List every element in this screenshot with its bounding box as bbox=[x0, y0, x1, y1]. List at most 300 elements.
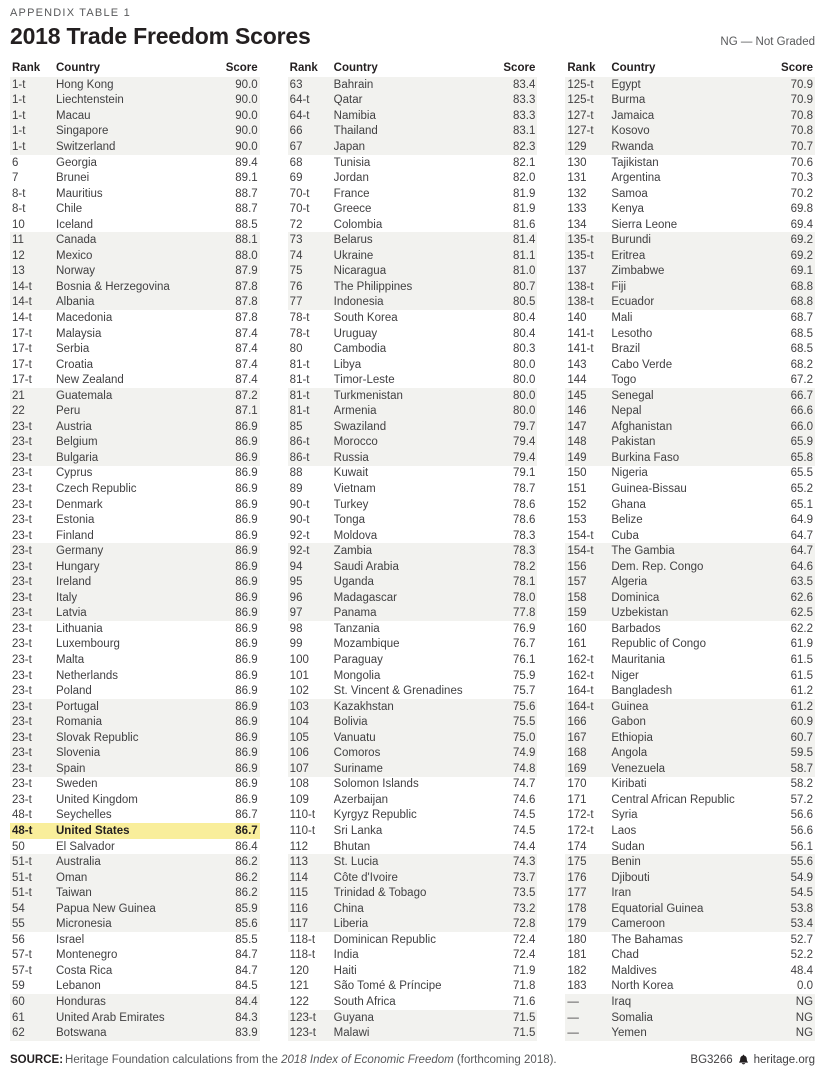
score-cell: 62.2 bbox=[790, 622, 814, 635]
score-cell: 83.1 bbox=[512, 125, 536, 138]
country-cell: Swaziland bbox=[333, 420, 387, 433]
table-row bbox=[10, 979, 260, 995]
score-cell: 86.7 bbox=[235, 809, 258, 822]
table-row bbox=[10, 870, 260, 886]
rank-cell: 75 bbox=[289, 265, 303, 278]
country-cell: Barbados bbox=[611, 622, 661, 635]
rank-cell: 100 bbox=[289, 654, 309, 666]
score-cell: 87.4 bbox=[235, 327, 258, 340]
score-cell: 54.5 bbox=[790, 887, 814, 900]
score-cell: 56.6 bbox=[790, 809, 814, 822]
country-cell: Somalia bbox=[611, 1011, 653, 1024]
rank-cell: 72 bbox=[289, 218, 303, 231]
score-cell: 69.1 bbox=[790, 265, 814, 278]
score-cell: 86.9 bbox=[235, 467, 258, 480]
source-text: Heritage Foundation calculations from the bbox=[65, 1053, 282, 1066]
score-cell: 78.1 bbox=[512, 576, 536, 589]
score-cell: 90.0 bbox=[235, 125, 258, 138]
country-cell: Liechtenstein bbox=[56, 94, 124, 107]
table-row bbox=[10, 948, 260, 964]
rank-cell: 161 bbox=[567, 638, 587, 651]
country-cell: The Bahamas bbox=[611, 933, 683, 946]
table-row bbox=[10, 621, 260, 637]
table-row bbox=[10, 403, 260, 419]
score-cell: 54.9 bbox=[790, 871, 814, 884]
score-cell: 78.2 bbox=[512, 560, 536, 573]
rank-cell: 8-t bbox=[12, 187, 26, 200]
score-cell: 88.7 bbox=[235, 203, 258, 216]
rank-cell: 162-t bbox=[567, 654, 594, 666]
score-cell: 66.0 bbox=[790, 420, 814, 433]
score-cell: 86.9 bbox=[235, 731, 258, 744]
country-cell: Iran bbox=[611, 887, 632, 900]
table-row bbox=[288, 575, 538, 591]
rank-cell: 144 bbox=[567, 374, 587, 387]
rank-cell: 121 bbox=[289, 980, 309, 993]
country-cell: Namibia bbox=[333, 109, 376, 122]
rank-cell: 17-t bbox=[12, 327, 32, 340]
score-cell: 87.9 bbox=[235, 265, 258, 278]
country-cell: Latvia bbox=[56, 607, 87, 620]
table-row bbox=[10, 885, 260, 901]
score-cell: 75.7 bbox=[512, 685, 536, 698]
rank-cell: 23-t bbox=[12, 731, 32, 744]
country-cell: Chile bbox=[56, 203, 83, 216]
rank-cell: 54 bbox=[12, 902, 25, 915]
table-row bbox=[565, 357, 815, 373]
table-row bbox=[565, 435, 815, 451]
rank-cell: 48-t bbox=[12, 809, 32, 822]
table-row bbox=[565, 683, 815, 699]
country-cell: Armenia bbox=[333, 405, 377, 418]
rank-cell: 175 bbox=[567, 856, 587, 869]
table-row bbox=[10, 248, 260, 264]
score-cell: 87.8 bbox=[235, 311, 258, 324]
rank-cell: 138-t bbox=[567, 296, 594, 309]
country-cell: Iraq bbox=[611, 996, 632, 1009]
score-cell: 79.1 bbox=[512, 467, 536, 480]
score-cell: 64.7 bbox=[790, 545, 814, 558]
table-row bbox=[565, 232, 815, 248]
score-cell: 48.4 bbox=[790, 964, 814, 977]
table-row bbox=[10, 139, 260, 155]
table-column bbox=[10, 59, 260, 1041]
country-cell: The Gambia bbox=[611, 545, 675, 558]
score-cell: 72.8 bbox=[512, 918, 536, 931]
table-row bbox=[565, 170, 815, 186]
country-cell: Norway bbox=[56, 265, 95, 278]
country-cell: New Zealand bbox=[56, 374, 124, 387]
country-cell: Equatorial Guinea bbox=[611, 902, 704, 915]
table-row bbox=[10, 606, 260, 622]
country-cell: Germany bbox=[56, 545, 104, 558]
rank-cell: 7 bbox=[12, 172, 19, 185]
rank-cell: 23-t bbox=[12, 762, 32, 775]
country-cell: Haiti bbox=[333, 964, 357, 977]
table-row bbox=[288, 264, 538, 280]
country-cell: Georgia bbox=[56, 156, 97, 169]
table-row bbox=[565, 93, 815, 109]
table-row bbox=[288, 839, 538, 855]
country-cell: Paraguay bbox=[333, 654, 383, 666]
score-cell: 90.0 bbox=[235, 94, 258, 107]
score-cell: 84.5 bbox=[235, 980, 258, 993]
score-cell: 58.2 bbox=[790, 778, 814, 791]
country-cell: United Kingdom bbox=[56, 793, 138, 806]
score-cell: 74.7 bbox=[512, 778, 536, 791]
country-cell: Guinea-Bissau bbox=[611, 482, 687, 495]
rank-cell: 23-t bbox=[12, 654, 32, 666]
table-row bbox=[288, 683, 538, 699]
table-row bbox=[565, 699, 815, 715]
rank-cell: 23-t bbox=[12, 700, 32, 713]
score-cell: 86.9 bbox=[235, 451, 258, 464]
country-cell: Canada bbox=[56, 234, 97, 247]
table-row bbox=[288, 201, 538, 217]
table-row bbox=[10, 388, 260, 404]
country-cell: Yemen bbox=[611, 1027, 647, 1040]
table-row bbox=[565, 155, 815, 171]
country-cell: Macedonia bbox=[56, 311, 113, 324]
rank-cell: 17-t bbox=[12, 358, 32, 371]
score-cell: 66.6 bbox=[790, 405, 814, 418]
rank-cell: 140 bbox=[567, 311, 587, 324]
rank-cell: 23-t bbox=[12, 793, 32, 806]
score-cell: 68.5 bbox=[790, 327, 814, 340]
table-row bbox=[565, 792, 815, 808]
table-row bbox=[565, 279, 815, 295]
country-cell: Ireland bbox=[56, 576, 92, 589]
table-row bbox=[288, 870, 538, 886]
rank-cell: 55 bbox=[12, 918, 25, 931]
rank-cell: 63 bbox=[289, 78, 303, 91]
country-cell: Ethiopia bbox=[611, 731, 653, 744]
rank-cell: 23-t bbox=[12, 420, 32, 433]
rank-cell: 23-t bbox=[12, 576, 32, 589]
country-cell: Senegal bbox=[611, 389, 654, 402]
table-row bbox=[10, 372, 260, 388]
table-row bbox=[288, 746, 538, 762]
country-cell: Samoa bbox=[611, 187, 648, 200]
country-cell: Cameroon bbox=[611, 918, 666, 931]
country-cell: Malawi bbox=[333, 1027, 370, 1040]
score-cell: 69.2 bbox=[790, 249, 814, 262]
score-cell: 72.4 bbox=[512, 949, 536, 962]
score-cell: 61.2 bbox=[790, 700, 814, 713]
country-cell: Comoros bbox=[333, 747, 381, 760]
rank-cell: 133 bbox=[567, 203, 587, 216]
country-cell: Belgium bbox=[56, 436, 98, 449]
table-row bbox=[10, 108, 260, 124]
table-row bbox=[288, 357, 538, 373]
country-cell: Djibouti bbox=[611, 871, 650, 884]
country-cell: Tunisia bbox=[333, 156, 371, 169]
rank-cell: 168 bbox=[567, 747, 587, 760]
country-cell: Poland bbox=[56, 685, 92, 698]
country-cell: Mauritius bbox=[56, 187, 103, 200]
country-cell: Burma bbox=[611, 94, 646, 107]
rank-cell: 92-t bbox=[289, 545, 310, 558]
table-row bbox=[565, 217, 815, 233]
country-cell: United Arab Emirates bbox=[56, 1011, 165, 1024]
country-cell: Hong Kong bbox=[56, 78, 114, 91]
rank-cell: 59 bbox=[12, 980, 25, 993]
table-row bbox=[288, 901, 538, 917]
table-row bbox=[288, 419, 538, 435]
column-header-row bbox=[565, 59, 815, 77]
rank-cell: 76 bbox=[289, 280, 303, 293]
rank-cell: 96 bbox=[289, 591, 303, 604]
score-cell: 56.6 bbox=[790, 825, 814, 838]
table-row bbox=[10, 201, 260, 217]
table-row bbox=[10, 901, 260, 917]
country-cell: Dominican Republic bbox=[333, 933, 436, 946]
country-cell: Bolivia bbox=[333, 716, 368, 729]
country-cell: Micronesia bbox=[56, 918, 112, 931]
rank-cell: 23-t bbox=[12, 514, 32, 527]
country-cell: Libya bbox=[333, 358, 362, 371]
rank-cell: 176 bbox=[567, 871, 587, 884]
country-cell: Macau bbox=[56, 109, 91, 122]
country-cell: Kosovo bbox=[611, 125, 650, 138]
rank-cell: 51-t bbox=[12, 856, 32, 869]
rank-cell: 81-t bbox=[289, 358, 310, 371]
table-row bbox=[10, 528, 260, 544]
table-row bbox=[10, 917, 260, 933]
table-row bbox=[10, 699, 260, 715]
score-cell: 73.2 bbox=[512, 902, 536, 915]
country-cell: Brunei bbox=[56, 172, 90, 185]
rank-cell: 125-t bbox=[567, 94, 594, 107]
score-cell: 87.4 bbox=[235, 374, 258, 387]
page-title: 2018 Trade Freedom Scores bbox=[10, 23, 311, 49]
rank-cell: 135-t bbox=[567, 249, 594, 262]
rank-cell: 68 bbox=[289, 156, 303, 169]
rank-cell: 81-t bbox=[289, 389, 310, 402]
score-cell: 68.8 bbox=[790, 296, 814, 309]
country-cell: Cuba bbox=[611, 529, 639, 542]
country-cell: Kazakhstan bbox=[333, 700, 394, 713]
rank-cell: 51-t bbox=[12, 871, 32, 884]
score-cell: 87.4 bbox=[235, 343, 258, 356]
table-row bbox=[10, 932, 260, 948]
score-cell: 83.4 bbox=[512, 78, 536, 91]
table-column bbox=[288, 59, 538, 1041]
score-cell: 53.4 bbox=[790, 918, 814, 931]
score-cell: 75.6 bbox=[512, 700, 536, 713]
score-cell: 90.0 bbox=[235, 78, 258, 91]
country-cell: Ecuador bbox=[611, 296, 655, 309]
table-row bbox=[288, 93, 538, 109]
rank-cell: 143 bbox=[567, 358, 587, 371]
score-cell: 70.8 bbox=[790, 125, 814, 138]
rank-cell: 78-t bbox=[289, 311, 310, 324]
rank-cell: 1-t bbox=[12, 94, 26, 107]
country-cell: Belarus bbox=[333, 234, 373, 247]
country-cell: Côte d'Ivoire bbox=[333, 871, 398, 884]
table-row bbox=[565, 621, 815, 637]
rank-cell: 138-t bbox=[567, 280, 594, 293]
table-row bbox=[288, 730, 538, 746]
table-row bbox=[288, 326, 538, 342]
rank-cell: 23-t bbox=[12, 716, 32, 729]
score-cell: 71.8 bbox=[512, 980, 536, 993]
rank-cell: 10 bbox=[12, 218, 25, 231]
score-cell: 86.9 bbox=[235, 622, 258, 635]
rank-cell: 17-t bbox=[12, 374, 32, 387]
table-row bbox=[288, 668, 538, 684]
score-cell: 89.4 bbox=[235, 156, 258, 169]
table-row bbox=[10, 170, 260, 186]
score-cell: 83.9 bbox=[235, 1027, 258, 1040]
rank-cell: 106 bbox=[289, 747, 309, 760]
rank-cell: 23-t bbox=[12, 436, 32, 449]
country-cell: Kiribati bbox=[611, 778, 647, 791]
table-row bbox=[10, 124, 260, 140]
table-row bbox=[288, 528, 538, 544]
table-row bbox=[288, 917, 538, 933]
rank-cell: 86-t bbox=[289, 436, 310, 449]
table-row bbox=[565, 108, 815, 124]
score-cell: 86.9 bbox=[235, 498, 258, 511]
rank-cell: 170 bbox=[567, 778, 587, 791]
country-cell: Kyrgyz Republic bbox=[333, 809, 417, 822]
rank-cell: 146 bbox=[567, 405, 587, 418]
table-row bbox=[565, 652, 815, 668]
country-cell: Hungary bbox=[56, 560, 100, 573]
table-row bbox=[10, 652, 260, 668]
table-row bbox=[565, 730, 815, 746]
country-cell: Niger bbox=[611, 669, 639, 682]
rank-cell: 77 bbox=[289, 296, 303, 309]
table-row bbox=[10, 93, 260, 109]
score-cell: 80.0 bbox=[512, 405, 536, 418]
score-cell: 68.2 bbox=[790, 358, 814, 371]
country-cell: Solomon Islands bbox=[333, 778, 419, 791]
rank-cell: 103 bbox=[289, 700, 309, 713]
score-cell: 82.3 bbox=[512, 140, 536, 153]
column-header-country: Country bbox=[56, 62, 101, 74]
country-cell: Trinidad & Tobago bbox=[333, 887, 427, 900]
country-cell: Sri Lanka bbox=[333, 825, 383, 838]
rank-cell: 123-t bbox=[289, 1011, 316, 1024]
rank-cell: 23-t bbox=[12, 747, 32, 760]
score-cell: 86.9 bbox=[235, 591, 258, 604]
table-row bbox=[565, 419, 815, 435]
score-cell: 0.0 bbox=[797, 980, 814, 993]
table-row bbox=[10, 357, 260, 373]
score-cell: 80.4 bbox=[512, 311, 536, 324]
score-cell: 65.1 bbox=[790, 498, 814, 511]
score-cell: 80.5 bbox=[512, 296, 536, 309]
rank-cell: 8-t bbox=[12, 203, 26, 216]
rank-cell: 1-t bbox=[12, 78, 26, 91]
country-cell: North Korea bbox=[611, 980, 674, 993]
country-cell: Indonesia bbox=[333, 296, 384, 309]
rank-cell: 23-t bbox=[12, 529, 32, 542]
table-row bbox=[565, 201, 815, 217]
rank-cell: 181 bbox=[567, 949, 587, 962]
score-cell: 84.7 bbox=[235, 964, 258, 977]
score-cell: 75.0 bbox=[512, 731, 536, 744]
rank-cell: 74 bbox=[289, 249, 303, 262]
table-row bbox=[565, 575, 815, 591]
table-row bbox=[565, 139, 815, 155]
table-row bbox=[565, 948, 815, 964]
score-cell: 69.8 bbox=[790, 203, 814, 216]
score-cell: 87.1 bbox=[235, 405, 258, 418]
rank-cell: 122 bbox=[289, 996, 309, 1009]
rank-cell: 167 bbox=[567, 731, 587, 744]
rank-cell: 12 bbox=[12, 249, 25, 262]
rank-cell: 23-t bbox=[12, 545, 32, 558]
rank-cell: 14-t bbox=[12, 280, 32, 293]
table-row bbox=[565, 512, 815, 528]
score-cell: 87.8 bbox=[235, 280, 258, 293]
score-cell: 61.5 bbox=[790, 669, 814, 682]
score-cell: 67.2 bbox=[790, 374, 814, 387]
rank-cell: 107 bbox=[289, 762, 309, 775]
doc-code: BG3266 bbox=[690, 1053, 733, 1066]
rank-cell: 88 bbox=[289, 467, 303, 480]
table-row bbox=[10, 279, 260, 295]
country-cell: Sweden bbox=[56, 778, 98, 791]
table-row bbox=[288, 792, 538, 808]
score-cell: 82.1 bbox=[512, 156, 536, 169]
rank-cell: 118-t bbox=[289, 949, 316, 962]
score-cell: 73.5 bbox=[512, 887, 536, 900]
country-cell: Honduras bbox=[56, 996, 106, 1009]
country-cell: Dominica bbox=[611, 591, 660, 604]
country-cell: Togo bbox=[611, 374, 637, 387]
score-cell: 61.9 bbox=[790, 638, 814, 651]
rank-cell: 90-t bbox=[289, 498, 310, 511]
site-link: heritage.org bbox=[753, 1053, 815, 1066]
table-row bbox=[288, 699, 538, 715]
rank-cell: — bbox=[567, 1011, 579, 1024]
score-cell: 81.4 bbox=[512, 234, 536, 247]
rank-cell: 162-t bbox=[567, 669, 594, 682]
rank-cell: 23-t bbox=[12, 451, 32, 464]
score-cell: 86.9 bbox=[235, 482, 258, 495]
country-cell: Papua New Guinea bbox=[56, 902, 156, 915]
column-header-rank: Rank bbox=[12, 62, 41, 74]
rank-cell: 101 bbox=[289, 669, 309, 682]
score-cell: 71.5 bbox=[512, 1011, 536, 1024]
table-row bbox=[565, 372, 815, 388]
country-cell: Lesotho bbox=[611, 327, 653, 340]
rank-cell: 127-t bbox=[567, 109, 594, 122]
rank-cell: 137 bbox=[567, 265, 587, 278]
rank-cell: 147 bbox=[567, 420, 587, 433]
score-cell: 80.3 bbox=[512, 343, 536, 356]
table-row bbox=[565, 186, 815, 202]
country-cell: Botswana bbox=[56, 1027, 107, 1040]
rank-cell: 62 bbox=[12, 1027, 25, 1040]
rank-cell: 67 bbox=[289, 140, 303, 153]
table-row bbox=[288, 1025, 538, 1041]
table-row bbox=[10, 295, 260, 311]
table-row bbox=[288, 761, 538, 777]
rank-cell: 115 bbox=[289, 887, 309, 900]
table-row bbox=[565, 341, 815, 357]
table-row bbox=[10, 326, 260, 342]
score-cell: 64.7 bbox=[790, 529, 814, 542]
score-cell: 88.5 bbox=[235, 218, 258, 231]
column-header-score: Score bbox=[781, 62, 814, 74]
table-row bbox=[565, 994, 815, 1010]
country-cell: São Tomé & Príncipe bbox=[333, 980, 442, 993]
